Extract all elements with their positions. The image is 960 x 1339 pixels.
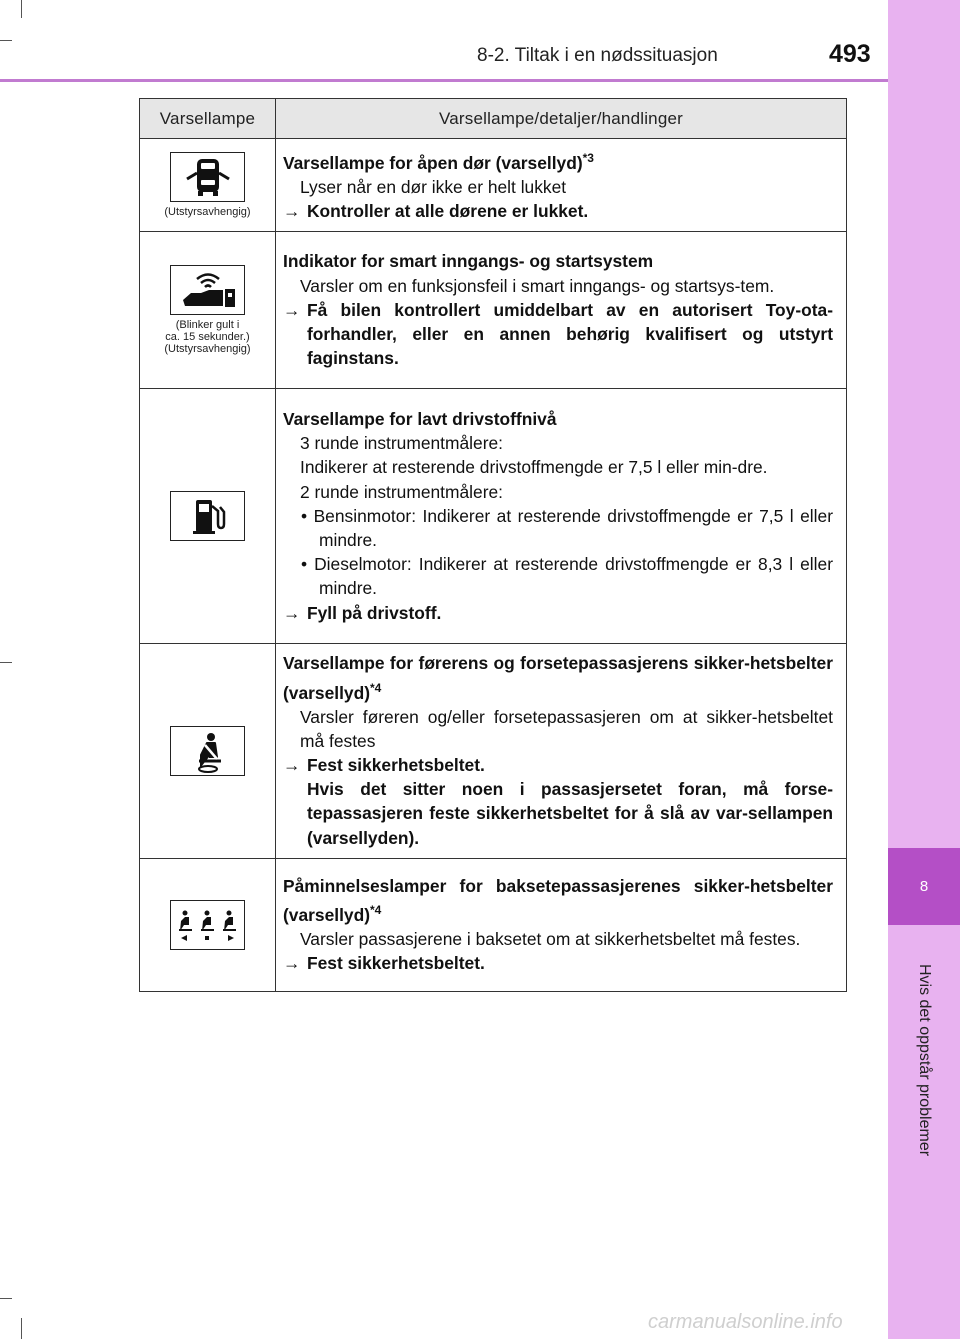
action-line: [283, 298, 833, 371]
action-text: Få bilen kontrollert umiddelbart av en autorisert Toy-ota-forhandler, eller en annen behørig kvalifisert og utstyrt faginstans.: [307, 299, 833, 369]
page-number: 493: [829, 40, 871, 68]
door-open-warning-icon: [170, 152, 245, 202]
action-line: [283, 951, 833, 975]
smart-key-system-icon: [170, 265, 245, 315]
warning-light-table: [139, 98, 847, 992]
description-cell: [276, 389, 847, 644]
action-text: Fyll på drivstoff.: [307, 602, 442, 623]
arrow-icon: →: [283, 201, 301, 222]
row-title: Indikator for smart inngangs- og startsystem: [283, 251, 654, 272]
arrow-icon: →: [283, 299, 301, 320]
description-cell: [276, 139, 847, 232]
crop-mark: [0, 40, 12, 41]
action-line: [283, 199, 833, 223]
icon-note: (Utstyrsavhengig): [164, 206, 251, 219]
column-header-lamp: Varsellampe: [140, 99, 276, 139]
arrow-icon: →: [283, 952, 301, 973]
icon-note: ca. 15 sekunder.): [165, 331, 250, 344]
detail-text: 2 runde instrumentmålere:: [300, 481, 503, 502]
detail-text: Varsler føreren og/eller forsetepassasjeren om at sikker-hetsbeltet må festes: [300, 706, 833, 751]
row-title: [283, 651, 833, 704]
action-detail-text: Hvis det sitter noen i passasjersetet foran, må forse-tepassasjeren feste sikkerhetsbeltet for å slå av var-sellampen (varsellyden).: [307, 779, 833, 848]
bullet-item: • Bensinmotor: Indikerer at resterende drivstoffmengde er 7,5 l eller mindre.: [301, 505, 833, 550]
fuel-pump-icon: [170, 491, 245, 541]
arrow-icon: →: [283, 755, 301, 776]
icon-cell: [140, 232, 276, 389]
crop-mark: [0, 662, 12, 663]
table-row: [140, 139, 847, 232]
table-row: [140, 858, 847, 991]
header-rule: [0, 79, 888, 82]
arrow-icon: →: [283, 602, 301, 623]
description-cell: [276, 644, 847, 858]
table-header-row: [140, 99, 847, 139]
row-title-text: Varsellampe for åpen dør (varsellyd): [283, 152, 583, 173]
bullet-item: • Dieselmotor: Indikerer at resterende drivstoffmengde er 8,3 l eller mindre.: [301, 554, 833, 599]
action-text: Fest sikkerhetsbeltet.: [307, 755, 485, 776]
icon-note: (Blinker gult i: [175, 319, 240, 332]
row-title: [283, 874, 833, 927]
section-title: 8-2. Tiltak i en nødssituasjon: [477, 45, 718, 66]
icon-cell: [140, 389, 276, 644]
crop-mark: [0, 1298, 12, 1299]
table-row: [140, 644, 847, 858]
row-title-text: Påminnelseslamper for baksetepassasjerenes sikker-hetsbelter (varsellyd): [283, 875, 833, 925]
crop-mark: [21, 1318, 22, 1339]
action-line: [283, 601, 833, 625]
chapter-number-tab[interactable]: 8: [888, 848, 960, 925]
detail-text: Varsler passasjerene i baksetet om at sikkerhetsbeltet må festes.: [300, 928, 801, 949]
detail-text: Varsler om en funksjonsfeil i smart inngangs- og startsys-tem.: [300, 275, 775, 296]
rear-seatbelt-reminder-icon: [170, 900, 245, 950]
icon-note: (Utstyrsavhengig): [164, 343, 251, 356]
seatbelt-icon: [170, 726, 245, 776]
detail-text: Lyser når en dør ikke er helt lukket: [300, 177, 567, 197]
description-cell: [276, 232, 847, 389]
icon-cell: [140, 644, 276, 858]
column-header-details: Varsellampe/detaljer/handlinger: [276, 99, 847, 139]
table-row: [140, 389, 847, 644]
footnote-ref: *4: [370, 680, 382, 695]
action-line: [283, 753, 833, 777]
footnote-ref: *3: [582, 151, 594, 165]
icon-cell: [140, 139, 276, 232]
table-row: [140, 232, 847, 389]
icon-cell: [140, 858, 276, 991]
row-title: [283, 146, 833, 175]
row-title: Varsellampe for lavt drivstoffnivå: [283, 408, 557, 429]
watermark: carmanualsonline.info: [648, 1311, 843, 1333]
detail-text: Indikerer at resterende drivstoffmengde er 7,5 l eller min-dre.: [300, 457, 768, 478]
action-text: Fest sikkerhetsbeltet.: [307, 952, 485, 973]
action-text: Kontroller at alle dørene er lukket.: [307, 201, 589, 222]
footnote-ref: *4: [370, 902, 382, 917]
crop-mark: [21, 0, 22, 18]
detail-text: 3 runde instrumentmålere:: [300, 433, 503, 454]
row-title-text: Varsellampe for førerens og forsetepassasjerens sikker-hetsbelter (varsellyd): [283, 653, 833, 703]
description-cell: [276, 858, 847, 991]
chapter-title: Hvis det oppstår problemer: [916, 963, 933, 1157]
